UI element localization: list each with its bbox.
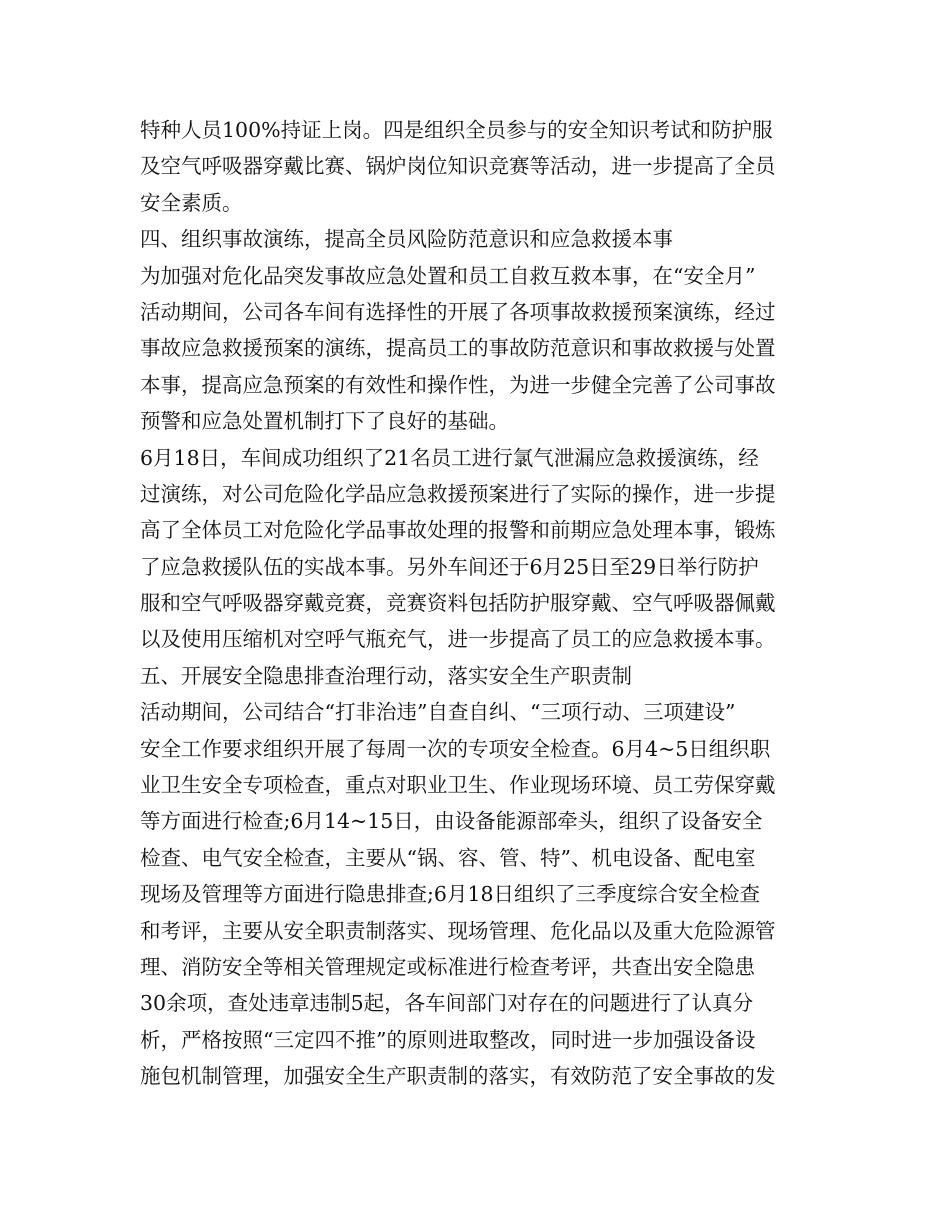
- text-line: 活动期间，公司结合“打非治违”自查自纠、“三项行动、三项建设”: [140, 700, 736, 725]
- text-line: 过演练，对公司危险化学品应急救援预案进行了实际的操作，进一步提: [140, 481, 776, 506]
- text-line: 等方面进行检查;6月14~15日，由设备能源部牵头，组织了设备安全: [140, 809, 763, 834]
- text-line: 本事，提高应急预案的有效性和操作性，为进一步健全完善了公司事故: [140, 372, 776, 397]
- text-line: 事故应急救援预案的演练，提高员工的事故防范意识和事故救援与处置: [140, 336, 776, 361]
- text-line: 和考评，主要从安全职责制落实、现场管理、危化品以及重大危险源管: [140, 918, 776, 943]
- text-line: 析，严格按照“三定四不推”的原则进取整改，同时进一步加强设备设: [140, 1027, 756, 1052]
- text-line: 服和空气呼吸器穿戴竞赛，竞赛资料包括防护服穿戴、空气呼吸器佩戴: [140, 591, 776, 616]
- text-line: 理、消防安全等相关管理规定或标准进行检查考评，共查出安全隐患: [140, 954, 755, 979]
- text-line: 了应急救援队伍的实战本事。另外车间还于6月25日至29日举行防护: [140, 554, 759, 579]
- text-line: 检查、电气安全检查，主要从“锅、容、管、特”、机电设备、配电室: [140, 845, 756, 870]
- text-line: 特种人员100%持证上岗。四是组织全员参与的安全知识考试和防护服: [140, 118, 773, 142]
- text-line: 为加强对危化品突发事故应急处置和员工自救互救本事，在“安全月”: [140, 263, 756, 288]
- section-heading-4: 四、组织事故演练，提高全员风险防范意识和应急救援本事: [140, 227, 673, 252]
- text-line: 预警和应急处置机制打下了良好的基础。: [140, 409, 509, 434]
- text-line: 现场及管理等方面进行隐患排查;6月18日组织了三季度综合安全检查: [140, 882, 761, 907]
- text-line: 活动期间，公司各车间有选择性的开展了各项事故救援预案演练，经过: [140, 299, 776, 324]
- text-line: 安全工作要求组织开展了每周一次的专项安全检查。6月4~5日组织职: [140, 736, 771, 761]
- text-line: 及空气呼吸器穿戴比赛、锅炉岗位知识竞赛等活动，进一步提高了全员: [140, 154, 776, 179]
- section-heading-5: 五、开展安全隐患排查治理行动，落实安全生产职责制: [140, 663, 632, 688]
- text-line: 施包机制管理，加强安全生产职责制的落实，有效防范了安全事故的发: [140, 1064, 776, 1089]
- text-line: 以及使用压缩机对空呼气瓶充气，进一步提高了员工的应急救援本事。: [140, 627, 776, 652]
- text-line: 业卫生安全专项检查，重点对职业卫生、作业现场环境、员工劳保穿戴: [140, 773, 776, 798]
- text-line: 6月18日，车间成功组织了21名员工进行氯气泄漏应急救援演练，经: [140, 445, 759, 470]
- text-line: 安全素质。: [140, 190, 243, 215]
- text-line: 30余项，查处违章违制5起，各车间部门对存在的问题进行了认真分: [140, 991, 754, 1016]
- text-line: 高了全体员工对危险化学品事故处理的报警和前期应急处理本事，锻炼: [140, 518, 776, 543]
- body-text: [140, 112, 830, 1095]
